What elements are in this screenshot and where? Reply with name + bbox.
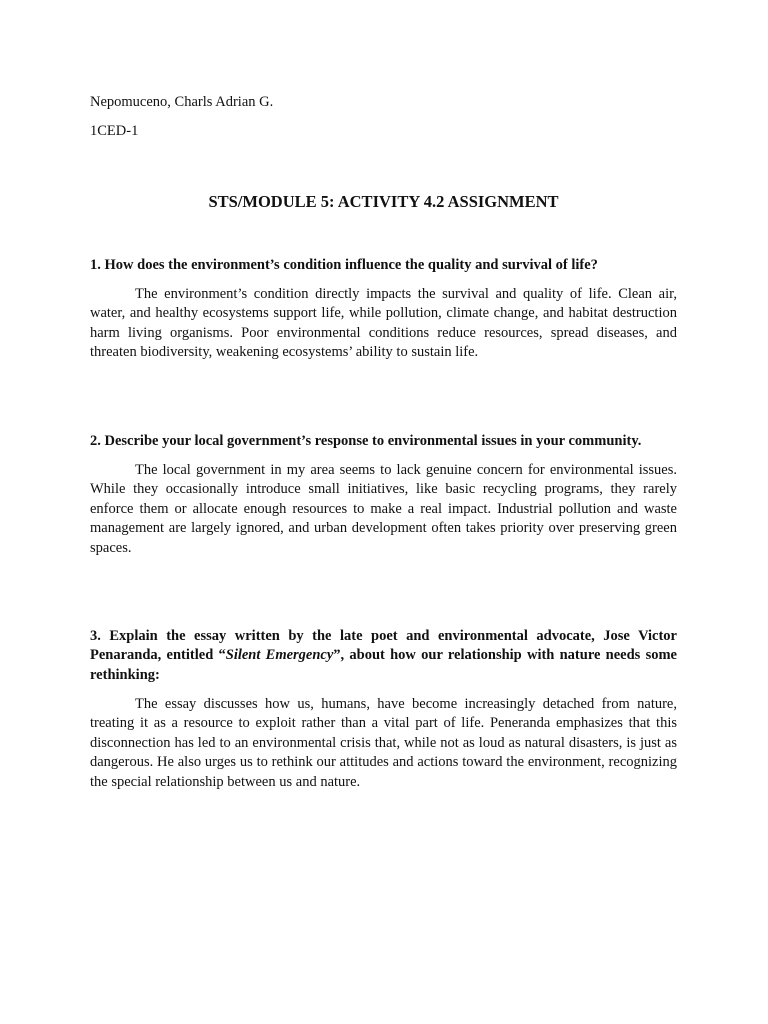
question-2: 2. Describe your local government’s response to environmental issues in your community. — [90, 432, 642, 449]
author-name: Nepomuceno, Charls Adrian G. — [90, 94, 274, 110]
answer-2: The local government in my area seems to lack genuine concern for environmental issues. While they occasionally introduce small initiatives, like basic recycling programs, they rarely enforce them or allocate enough resources to make a real impact. Industrial pollution and waste management are largely ignored, and urban development often takes priority over preserving green spaces. — [90, 461, 677, 556]
answer-3: The essay discusses how us, humans, have become increasingly detached from nature, treating it as a resource to exploit rather than a vital part of life. Peneranda emphasizes that this disconnection has led to an environmental crisis that, while not as loud as natural disasters, is just as dangerous. He also urges us to rethink our attitudes and actions toward the environment, recognizing the special relationship between us and nature. — [90, 695, 677, 790]
question-3-prefix: 3. Explain the essay written by the late poet and environmental advocate, Jose Victor Penaranda, entitled “ — [90, 627, 677, 663]
question-3 — [90, 627, 677, 686]
question-1: 1. How does the environment’s condition influence the quality and survival of life? — [90, 256, 598, 273]
document-title: STS/MODULE 5: ACTIVITY 4.2 ASSIGNMENT — [208, 192, 559, 212]
essay-title: Silent Emergency — [225, 647, 334, 663]
question-3-suffix: ”, about how our relationship with nature needs some rethinking: — [90, 647, 677, 683]
answer-1: The environment’s condition directly impacts the survival and quality of life. Clean air, water, and healthy ecosystems support life, while pollution, climate change, and habitat destruction harm living organisms. Poor environmental conditions reduce resources, spread diseases, and threaten biodiversity, weakening ecosystems’ ability to sustain life. — [90, 285, 677, 360]
class-section: 1CED-1 — [90, 123, 139, 139]
